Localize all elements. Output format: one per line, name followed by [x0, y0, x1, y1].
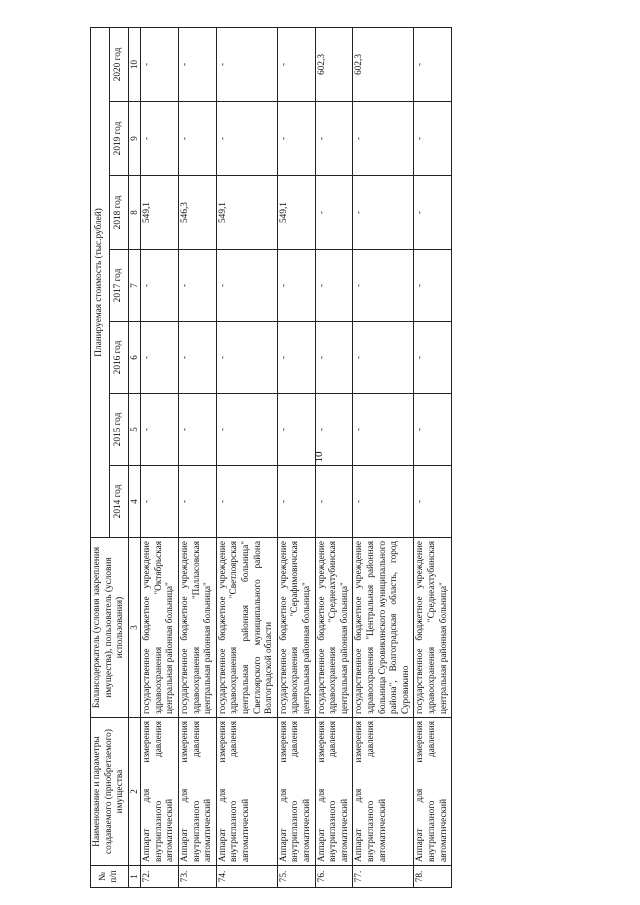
property-table [90, 27, 452, 888]
row-number: 73. [178, 866, 216, 888]
header-year: 2020 год [109, 27, 128, 101]
row-number: 78. [414, 866, 452, 888]
header-year: 2017 год [109, 250, 128, 322]
row-number: 74. [216, 866, 277, 888]
planned-cost-cell: - [353, 394, 414, 466]
planned-cost-cell: - [414, 322, 452, 394]
planned-cost-cell: - [414, 176, 452, 250]
column-number: 8 [128, 176, 140, 250]
property-name: Аппарат для измерения внутриглазного давления автоматический [414, 718, 452, 866]
property-name: Аппарат для измерения внутриглазного давления автоматический [353, 718, 414, 866]
table-row [277, 27, 315, 887]
table-row [216, 27, 277, 887]
table-row [315, 27, 353, 887]
row-number: 77. [353, 866, 414, 888]
page-number: 10 [313, 451, 325, 463]
column-number: 1 [128, 866, 140, 888]
column-number: 7 [128, 250, 140, 322]
property-name: Аппарат для измерения внутриглазного давления автоматический [277, 718, 315, 866]
planned-cost-cell: - [315, 466, 353, 538]
planned-cost-cell: - [141, 322, 179, 394]
planned-cost-cell: - [178, 102, 216, 176]
planned-cost-cell: - [315, 322, 353, 394]
column-number: 9 [128, 102, 140, 176]
planned-cost-cell: 546,3 [178, 176, 216, 250]
planned-cost-cell: - [216, 466, 277, 538]
planned-cost-cell: - [315, 250, 353, 322]
column-number: 3 [128, 538, 140, 718]
planned-cost-cell: - [178, 250, 216, 322]
planned-cost-cell: - [216, 102, 277, 176]
planned-cost-cell: - [414, 27, 452, 101]
header-year: 2016 год [109, 322, 128, 394]
planned-cost-cell: - [277, 394, 315, 466]
planned-cost-cell: - [216, 394, 277, 466]
planned-cost-cell: 549,1 [141, 176, 179, 250]
property-name: Аппарат для измерения внутриглазного давления автоматический [216, 718, 277, 866]
header-planned-cost: Планируемая стоимость (тыс.рублей) [91, 27, 110, 537]
planned-cost-cell: - [414, 102, 452, 176]
property-name: Аппарат для измерения внутриглазного давления автоматический [178, 718, 216, 866]
table-row [178, 27, 216, 887]
planned-cost-cell: - [178, 322, 216, 394]
planned-cost-cell: - [216, 250, 277, 322]
planned-cost-cell: - [141, 394, 179, 466]
balance-holder: государственное бюджетное учреждение здравоохранения "Палласовская центральная районная больница" [178, 538, 216, 718]
planned-cost-cell: - [277, 102, 315, 176]
header-year: 2015 год [109, 394, 128, 466]
planned-cost-cell: - [353, 176, 414, 250]
planned-cost-cell: - [277, 466, 315, 538]
header-holder: Балансодержатель (условия закрепления имущества), пользователь (условия использования) [91, 538, 129, 718]
planned-cost-cell: - [141, 250, 179, 322]
planned-cost-cell: - [414, 394, 452, 466]
balance-holder: государственное бюджетное учреждение здравоохранения "Серафимовичская центральная районная больница" [277, 538, 315, 718]
planned-cost-cell: - [178, 394, 216, 466]
property-name: Аппарат для измерения внутриглазного давления автоматический [141, 718, 179, 866]
header-num: № п/п [91, 866, 129, 888]
row-number: 72. [141, 866, 179, 888]
header-year: 2014 год [109, 466, 128, 538]
planned-cost-cell: - [353, 102, 414, 176]
planned-cost-cell: - [277, 322, 315, 394]
planned-cost-cell: - [315, 394, 353, 466]
planned-cost-cell: - [277, 27, 315, 101]
table-row [353, 27, 414, 887]
table-container [90, 28, 620, 888]
planned-cost-cell: - [141, 102, 179, 176]
column-number-row [128, 27, 140, 887]
table-row [141, 27, 179, 887]
column-number: 4 [128, 466, 140, 538]
planned-cost-cell: - [141, 27, 179, 101]
planned-cost-cell: - [353, 322, 414, 394]
property-name: Аппарат для измерения внутриглазного давления автоматический [315, 718, 353, 866]
planned-cost-cell: - [315, 176, 353, 250]
balance-holder: государственное бюджетное учреждение здравоохранения "Среднеахтубинская центральная районная больница" [414, 538, 452, 718]
planned-cost-cell: - [414, 466, 452, 538]
planned-cost-cell: - [315, 102, 353, 176]
column-number: 2 [128, 718, 140, 866]
column-number: 5 [128, 394, 140, 466]
planned-cost-cell: 549,1 [216, 176, 277, 250]
column-number: 10 [128, 27, 140, 101]
table-body [128, 27, 451, 887]
column-number: 6 [128, 322, 140, 394]
balance-holder: государственное бюджетное учреждение здравоохранения "Октябрьская центральная районная больница" [141, 538, 179, 718]
header-name: Наименование и параметры создаваемого (приобретаемого) имущества [91, 718, 129, 866]
header-year: 2019 год [109, 102, 128, 176]
table-row [414, 27, 452, 887]
planned-cost-cell: - [178, 466, 216, 538]
row-number: 76. [315, 866, 353, 888]
planned-cost-cell: - [353, 250, 414, 322]
planned-cost-cell: 602,3 [315, 27, 353, 101]
planned-cost-cell: - [178, 27, 216, 101]
row-number: 75. [277, 866, 315, 888]
balance-holder: государственное бюджетное учреждение здравоохранения "Светлоярская центральная районная больница" Светлоярского муниципального района Волгоградской области [216, 538, 277, 718]
planned-cost-cell: - [216, 322, 277, 394]
planned-cost-cell: - [216, 27, 277, 101]
header-year: 2018 год [109, 176, 128, 250]
balance-holder: государственное бюджетное учреждение здравоохранения "Центральная районная больница Суровикинского муниципального района", Волгоградская область, город Суровикино [353, 538, 414, 718]
planned-cost-cell: 602,3 [353, 27, 414, 101]
balance-holder: государственное бюджетное учреждение здравоохранения "Среднеахтубинская центральная районная больница" [315, 538, 353, 718]
planned-cost-cell: - [277, 250, 315, 322]
planned-cost-cell: - [414, 250, 452, 322]
planned-cost-cell: - [353, 466, 414, 538]
planned-cost-cell: 549,1 [277, 176, 315, 250]
planned-cost-cell: - [141, 466, 179, 538]
